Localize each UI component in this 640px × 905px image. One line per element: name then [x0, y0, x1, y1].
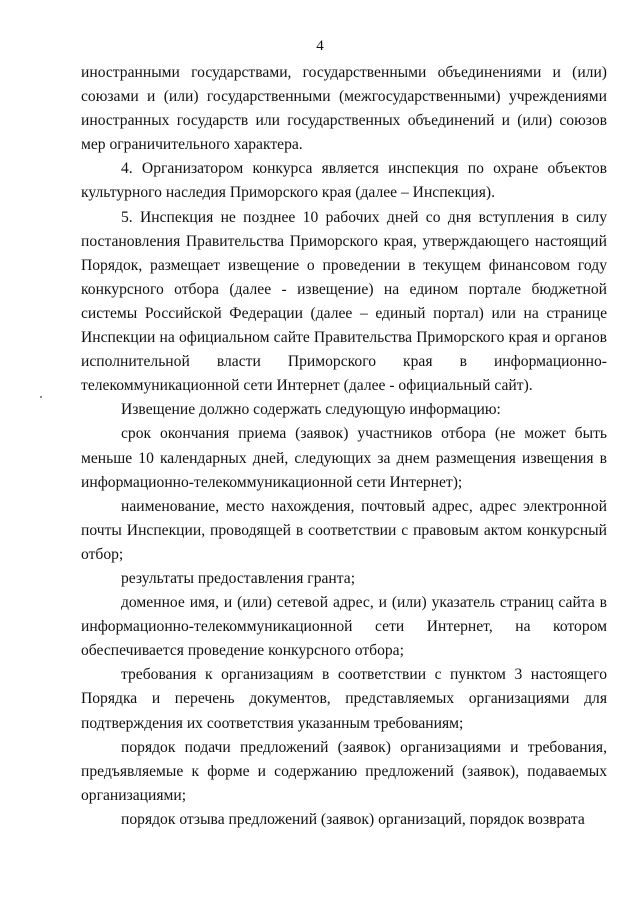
list-item-contact-info: наименование, место нахождения, почтовый адрес, адрес электронной почты Инспекции, проводящей в соответствии с правовым актом конкурсный отбор; — [81, 497, 607, 563]
paragraph-organizer: 4. Организатором конкурса является инспекция по охране объектов культурного наследия Приморского края (далее – Инспекция). — [81, 160, 607, 202]
list-item-withdrawal-procedure: порядок отзыва предложений (заявок) организаций, порядок возврата — [121, 810, 585, 828]
paragraph-notice-publication: 5. Инспекция не позднее 10 рабочих дней со дня вступления в силу постановления Правительства Приморского края, утверждающего настоящий Порядок, размещает извещение о проведении в текущем финансовом году конкурсного отбора (далее - извещение) на едином портале бюджетной системы Российской Федерации (далее – единый портал) или на странице Инспекции на официальном сайте Правительства Приморского края и органов исполнительной власти Приморского края в информационно-телекоммуникационной сети Интернет (далее - официальный сайт). — [81, 208, 607, 395]
list-item-grant-results: результаты предоставления гранта; — [121, 569, 356, 587]
list-item-requirements: требования к организациям в соответствии с пунктом 3 настоящего Порядка и перечень документов, представляемых организациями для подтверждения их соответствия указанным требованиям; — [81, 666, 607, 732]
list-item-domain-name: доменное имя, и (или) сетевой адрес, и (или) указатель страниц сайта в информационно-телекоммуникационной сети Интернет, на котором обеспечивается проведение конкурсного отбора; — [81, 594, 607, 660]
document-body — [81, 61, 607, 832]
page-number: 4 — [316, 38, 324, 54]
paragraph-notice-contents-intro: Извещение должно содержать следующую информацию: — [121, 401, 501, 419]
list-item-deadline: срок окончания приема (заявок) участников отбора (не может быть меньше 10 календарных дней, следующих за днем размещения извещения в информационно-телекоммуникационной сети Интернет); — [81, 425, 607, 491]
margin-mark — [40, 396, 42, 398]
list-item-submission-procedure: порядок подачи предложений (заявок) организациями и требования, предъявляемые к форме и содержанию предложений (заявок), подаваемых организациями; — [81, 738, 607, 804]
paragraph-continuation: иностранными государствами, государственными объединениями и (или) союзами и (или) государственными (межгосударственными) учреждениями иностранных государств или государственных объединений и (или) союзов мер ограничительного характера. — [81, 64, 607, 154]
